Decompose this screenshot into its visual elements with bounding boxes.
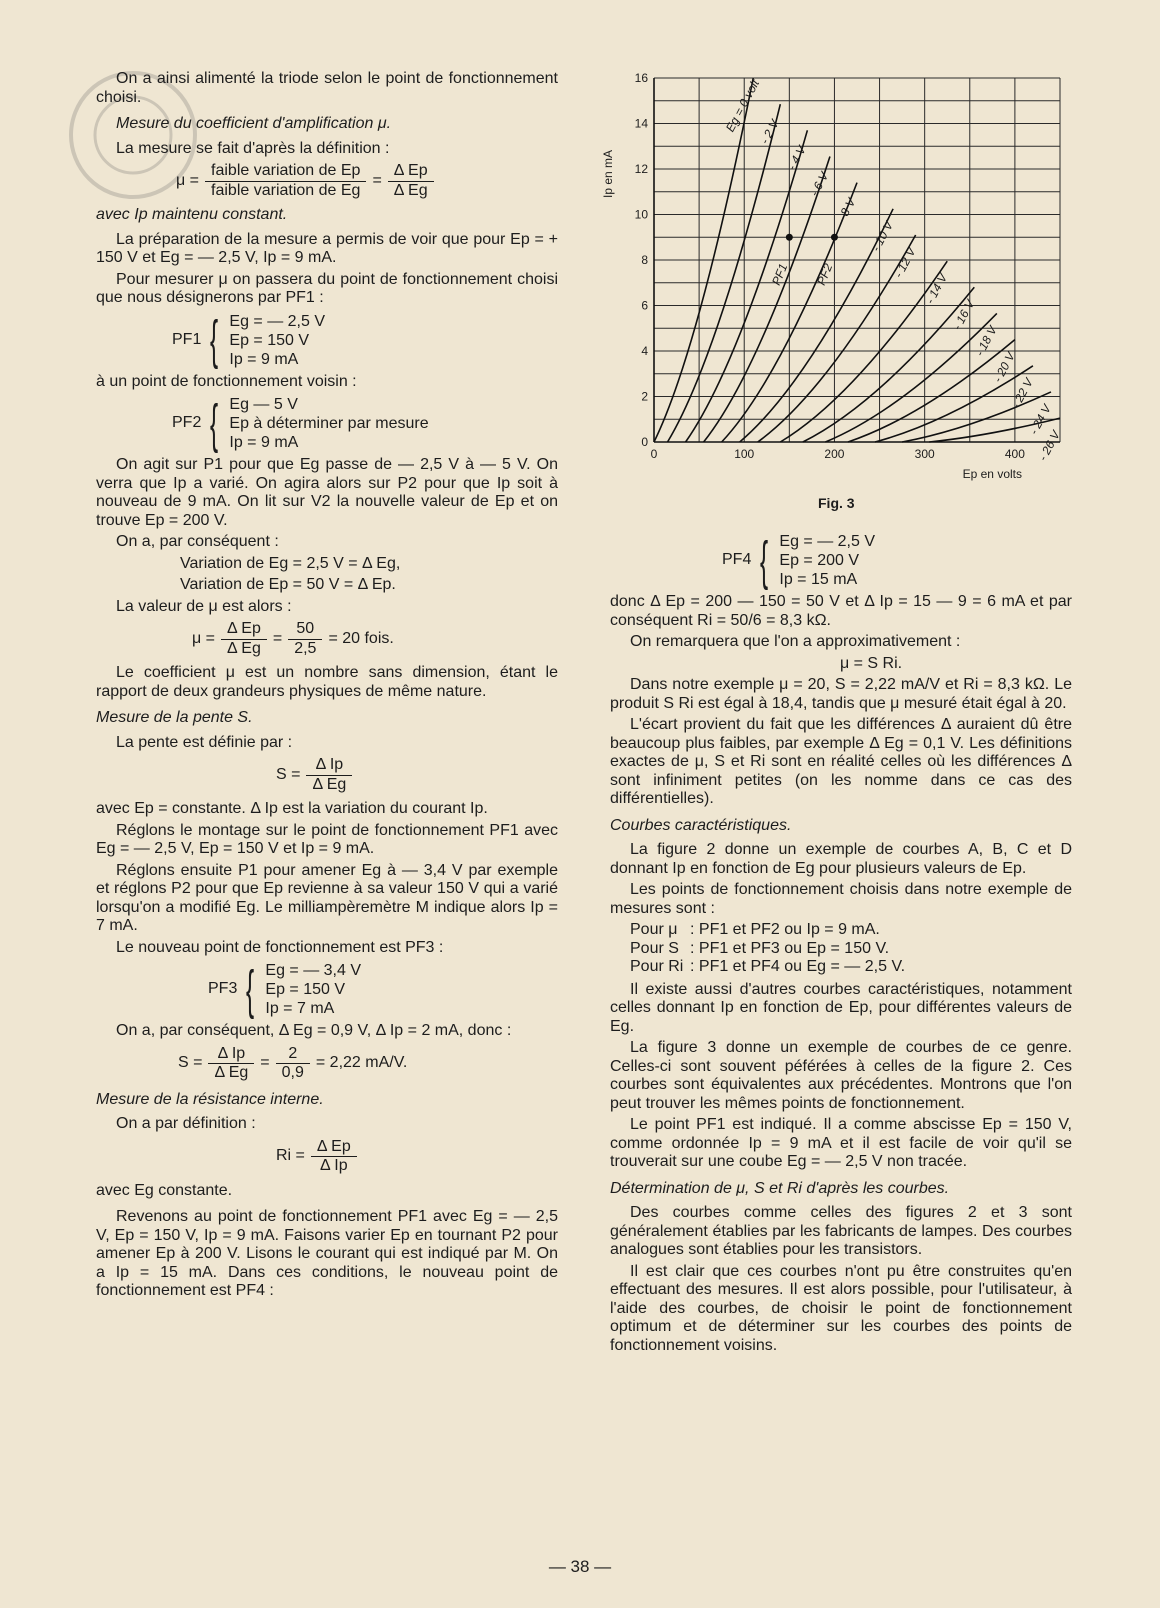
- paragraph: La valeur de μ est alors :: [116, 597, 292, 615]
- paragraph: Des courbes comme celles des figures 2 et 3 sont généralement établies par les fabricants de lampes. Des courbes analogues sont établies pour les transistors.: [610, 1204, 1072, 1258]
- y-tick-label: 0: [641, 435, 648, 449]
- curve-label: Eg = 0 volt: [722, 77, 763, 135]
- y-tick-label: 2: [641, 389, 648, 404]
- paragraph: La figure 2 donne un exemple de courbes A, B, C et D donnant Ip en fonction de Eg pour plusieurs valeurs de Ep.: [610, 841, 1072, 877]
- paragraph: avec Eg constante.: [96, 1181, 233, 1199]
- section-heading-mu: Mesure du coefficient d'amplification μ.: [116, 115, 392, 132]
- equation-mu-value: μ = $\frac{\text{Δ Ep}}{\text{Δ Eg}}$ = $\frac{50}{2,5}$ = 20 fois.: [192, 620, 394, 657]
- paragraph: avec Ip maintenu constant.: [96, 206, 288, 223]
- list-item: Pour μ : PF1 et PF2 ou Ip = 9 mA.: [630, 921, 880, 938]
- curve-label: - 8 V: [834, 195, 859, 225]
- paragraph: Réglons ensuite P1 pour amener Eg à — 3,4 V par exemple et réglons P2 pour que Ep revienne à sa valeur 150 V qui a varié lorsqu'on a modifié Eg. Le milliampèremètre M indique alors Ip = 7 mA.: [96, 861, 558, 934]
- y-tick-label: 16: [634, 71, 648, 85]
- variation-line: Variation de Ep = 50 V = Δ Ep.: [180, 576, 396, 593]
- y-tick-label: 12: [634, 162, 648, 176]
- curve: [848, 340, 1015, 442]
- curve-label: - 16 V: [949, 297, 978, 333]
- paragraph: Réglons le montage sur le point de fonctionnement PF1 avec Eg = — 2,5 V, Ep = 150 V et Ip = 9 mA.: [96, 821, 558, 857]
- equation-r-definition: Ri = $\frac{\text{Δ Ep}}{\text{Δ Ip}}$: [276, 1138, 558, 1176]
- figure-caption: Fig. 3: [818, 495, 855, 511]
- paragraph: Le coefficient μ est un nombre sans dimension, étant le rapport de deux grandeurs physiques de même nature.: [96, 664, 558, 700]
- x-tick-label: 200: [824, 447, 845, 461]
- left-column: [96, 70, 558, 1304]
- list-item: Pour Ri : PF1 et PF4 ou Eg = — 2,5 V.: [630, 958, 906, 975]
- curve: [704, 156, 830, 442]
- point-group-pf4: PF4 { Eg = — 2,5 V Ep = 200 V Ip = 15 mA: [722, 530, 875, 591]
- y-tick-label: 8: [641, 253, 648, 267]
- curve-label: - 14 V: [922, 271, 951, 307]
- paragraph: On a par définition :: [116, 1115, 256, 1132]
- curve: [780, 261, 947, 442]
- paragraph: On remarquera que l'on a approximativement :: [630, 633, 961, 650]
- paragraph: La préparation de la mesure a permis de voir que pour Ep = + 150 V et Eg = — 2,5 V, Ip = 9 mA.: [96, 230, 558, 266]
- curve: [825, 313, 996, 442]
- list-item: Pour S : PF1 et PF3 ou Ep = 150 V.: [630, 939, 890, 957]
- paragraph: Les points de fonctionnement choisis dans notre exemple de mesures sont :: [610, 881, 1072, 917]
- paragraph: On a, par conséquent :: [116, 533, 279, 550]
- x-tick-label: 400: [1004, 447, 1025, 461]
- x-axis-label: Ep en volts: [962, 467, 1022, 481]
- paragraph: donc Δ Ep = 200 — 150 = 50 V et Δ Ip = 15 — 9 = 6 mA et par conséquent Ri = 50/6 = 8,3 kΩ.: [610, 593, 1072, 629]
- paragraph: La mesure se fait d'après la définition :: [116, 139, 390, 157]
- curve-label: - 26 V: [1035, 428, 1063, 464]
- point-group-pf2: PF2 { Eg — 5 V Ep à déterminer par mesure Ip = 9 mA: [172, 393, 429, 454]
- x-tick-label: 100: [734, 447, 755, 461]
- curve-label: - 4 V: [784, 143, 809, 173]
- characteristic-curves-chart: [600, 64, 1070, 488]
- operating-point: [786, 234, 793, 241]
- curve-label: - 20 V: [990, 349, 1018, 385]
- x-tick-label: 300: [914, 447, 935, 461]
- operating-point-label: PF2: [814, 261, 836, 288]
- paragraph: Revenons au point de fonctionnement PF1 avec Eg = — 2,5 V, Ep = 150 V, Ip = 9 mA. Faisons varier Ep en tournant P2 pour amener Ep à 200 V. Lisons le courant qui est indiqué par M. On a Ip = 15 mA. Dans ces conditions, le nouveau point de fonctionnement est PF4 :: [96, 1208, 558, 1299]
- curve-label: - 10 V: [868, 219, 897, 254]
- right-column: [610, 526, 1072, 1358]
- curve-label: - 18 V: [972, 323, 1000, 359]
- operating-point-label: PF1: [769, 261, 791, 288]
- equation-approx: μ = S Ri.: [839, 654, 903, 672]
- y-axis-label: Ip en mA: [601, 149, 615, 199]
- y-tick-label: 6: [641, 298, 648, 313]
- section-heading-determination: Détermination de μ, S et Ri d'après les courbes.: [610, 1179, 950, 1197]
- paragraph: à un point de fonctionnement voisin :: [96, 372, 357, 390]
- y-tick-label: 4: [641, 344, 648, 358]
- paragraph: On agit sur P1 pour que Eg passe de — 2,5 V à — 5 V. On verra que Ip a varié. On agira alors sur P2 pour que Ip soit à nouveau de 9 mA. On lit sur V2 la nouvelle valeur de Ep et on trouve Ep = 200 V.: [96, 456, 558, 529]
- equation-s-definition: S = $\frac{\text{Δ Ip}}{\text{Δ Eg}}$: [276, 756, 558, 794]
- paragraph: Dans notre exemple μ = 20, S = 2,22 mA/V et Ri = 8,3 kΩ. Le produit S Ri est égal à 18,4, tandis que μ mesuré était égal à 20.: [610, 676, 1072, 712]
- curve-label: - 22 V: [1008, 376, 1036, 411]
- paragraph: Pour mesurer μ on passera du point de fonctionnement choisi que nous désignerons par PF1 :: [96, 270, 558, 306]
- paragraph: Il existe aussi d'autres courbes caractéristiques, notamment celles donnant Ip en fonction de Ep, pour différentes valeurs de Eg.: [610, 980, 1072, 1035]
- point-group-pf1: PF1 { Eg = — 2,5 V Ep = 150 V Ip = 9 mA: [172, 310, 325, 370]
- paragraph: La figure 3 donne un exemple de courbes de ce genre. Celles-ci sont souvent péférées à celles de la figure 2. Ces courbes sont équivalentes aux précédentes. Montrons que l'on peut trouver les mêmes points de fonctionnement.: [610, 1039, 1072, 1112]
- curve-label: - 2 V: [757, 117, 782, 147]
- section-heading-r: Mesure de la résistance interne.: [96, 1090, 324, 1108]
- variation-line: Variation de Eg = 2,5 V = Δ Eg,: [180, 554, 401, 572]
- paragraph: Le point PF1 est indiqué. Il a comme abscisse Ep = 150 V, comme ordonnée Ip = 9 mA et il est facile de voir qu'il se trouverait sur une coube Eg = — 2,5 V non tracée.: [610, 1116, 1072, 1170]
- paragraph: L'écart provient du fait que les différences Δ auraient dû être beaucoup plus faibles, par exemple Δ Eg = 0,1 V. Les définitions exactes de μ, S et Ri sont en réalité celles où les différences Δ sont infiniment petites (on les nomme dans ce cas des différentielles).: [610, 716, 1072, 807]
- equation-mu-definition: μ = $\frac{\text{faible variation de Ep}}{\text{faible variation de Eg}}$ = $\frac{\text{Δ Ep}}{\text{Δ Eg}}$: [176, 162, 558, 200]
- paragraph: Le nouveau point de fonctionnement est PF3 :: [116, 938, 444, 956]
- y-tick-label: 14: [634, 116, 648, 131]
- operating-point: [831, 234, 838, 241]
- curve-label: - 12 V: [891, 245, 919, 281]
- section-heading-courbes: Courbes caractéristiques.: [610, 816, 792, 834]
- section-heading-s: Mesure de la pente S.: [96, 709, 253, 726]
- point-group-pf3: PF3 { Eg = — 3,4 V Ep = 150 V Ip = 7 mA: [208, 959, 361, 1020]
- paragraph: On a, par conséquent, Δ Eg = 0,9 V, Δ Ip = 2 mA, donc :: [116, 1022, 512, 1039]
- equation-s-value: S = $\frac{\text{Δ Ip}}{\text{Δ Eg}}$ = $\frac{2}{0,9}$ = 2,22 mA/V.: [178, 1044, 408, 1081]
- page-number: — 38 —: [548, 1557, 612, 1576]
- paragraph: avec Ep = constante. Δ Ip est la variation du courant Ip.: [96, 800, 488, 817]
- curve-label: - 6 V: [807, 169, 832, 199]
- x-tick-label: 0: [650, 447, 658, 461]
- paragraph: On a ainsi alimenté la triode selon le point de fonctionnement choisi.: [96, 70, 558, 106]
- paragraph: La pente est définie par :: [116, 733, 293, 751]
- curve-label: - 24 V: [1026, 402, 1054, 438]
- y-tick-label: 10: [634, 207, 648, 222]
- paragraph: Il est clair que ces courbes n'ont pu être construites qu'en effectuant des mesures. Il est alors possible, pour l'utilisateur, à l'aide des courbes, de choisir le point de fonctionnement optimum et de déterminer sur les courbes des points de fonctionnement voisins.: [610, 1262, 1072, 1354]
